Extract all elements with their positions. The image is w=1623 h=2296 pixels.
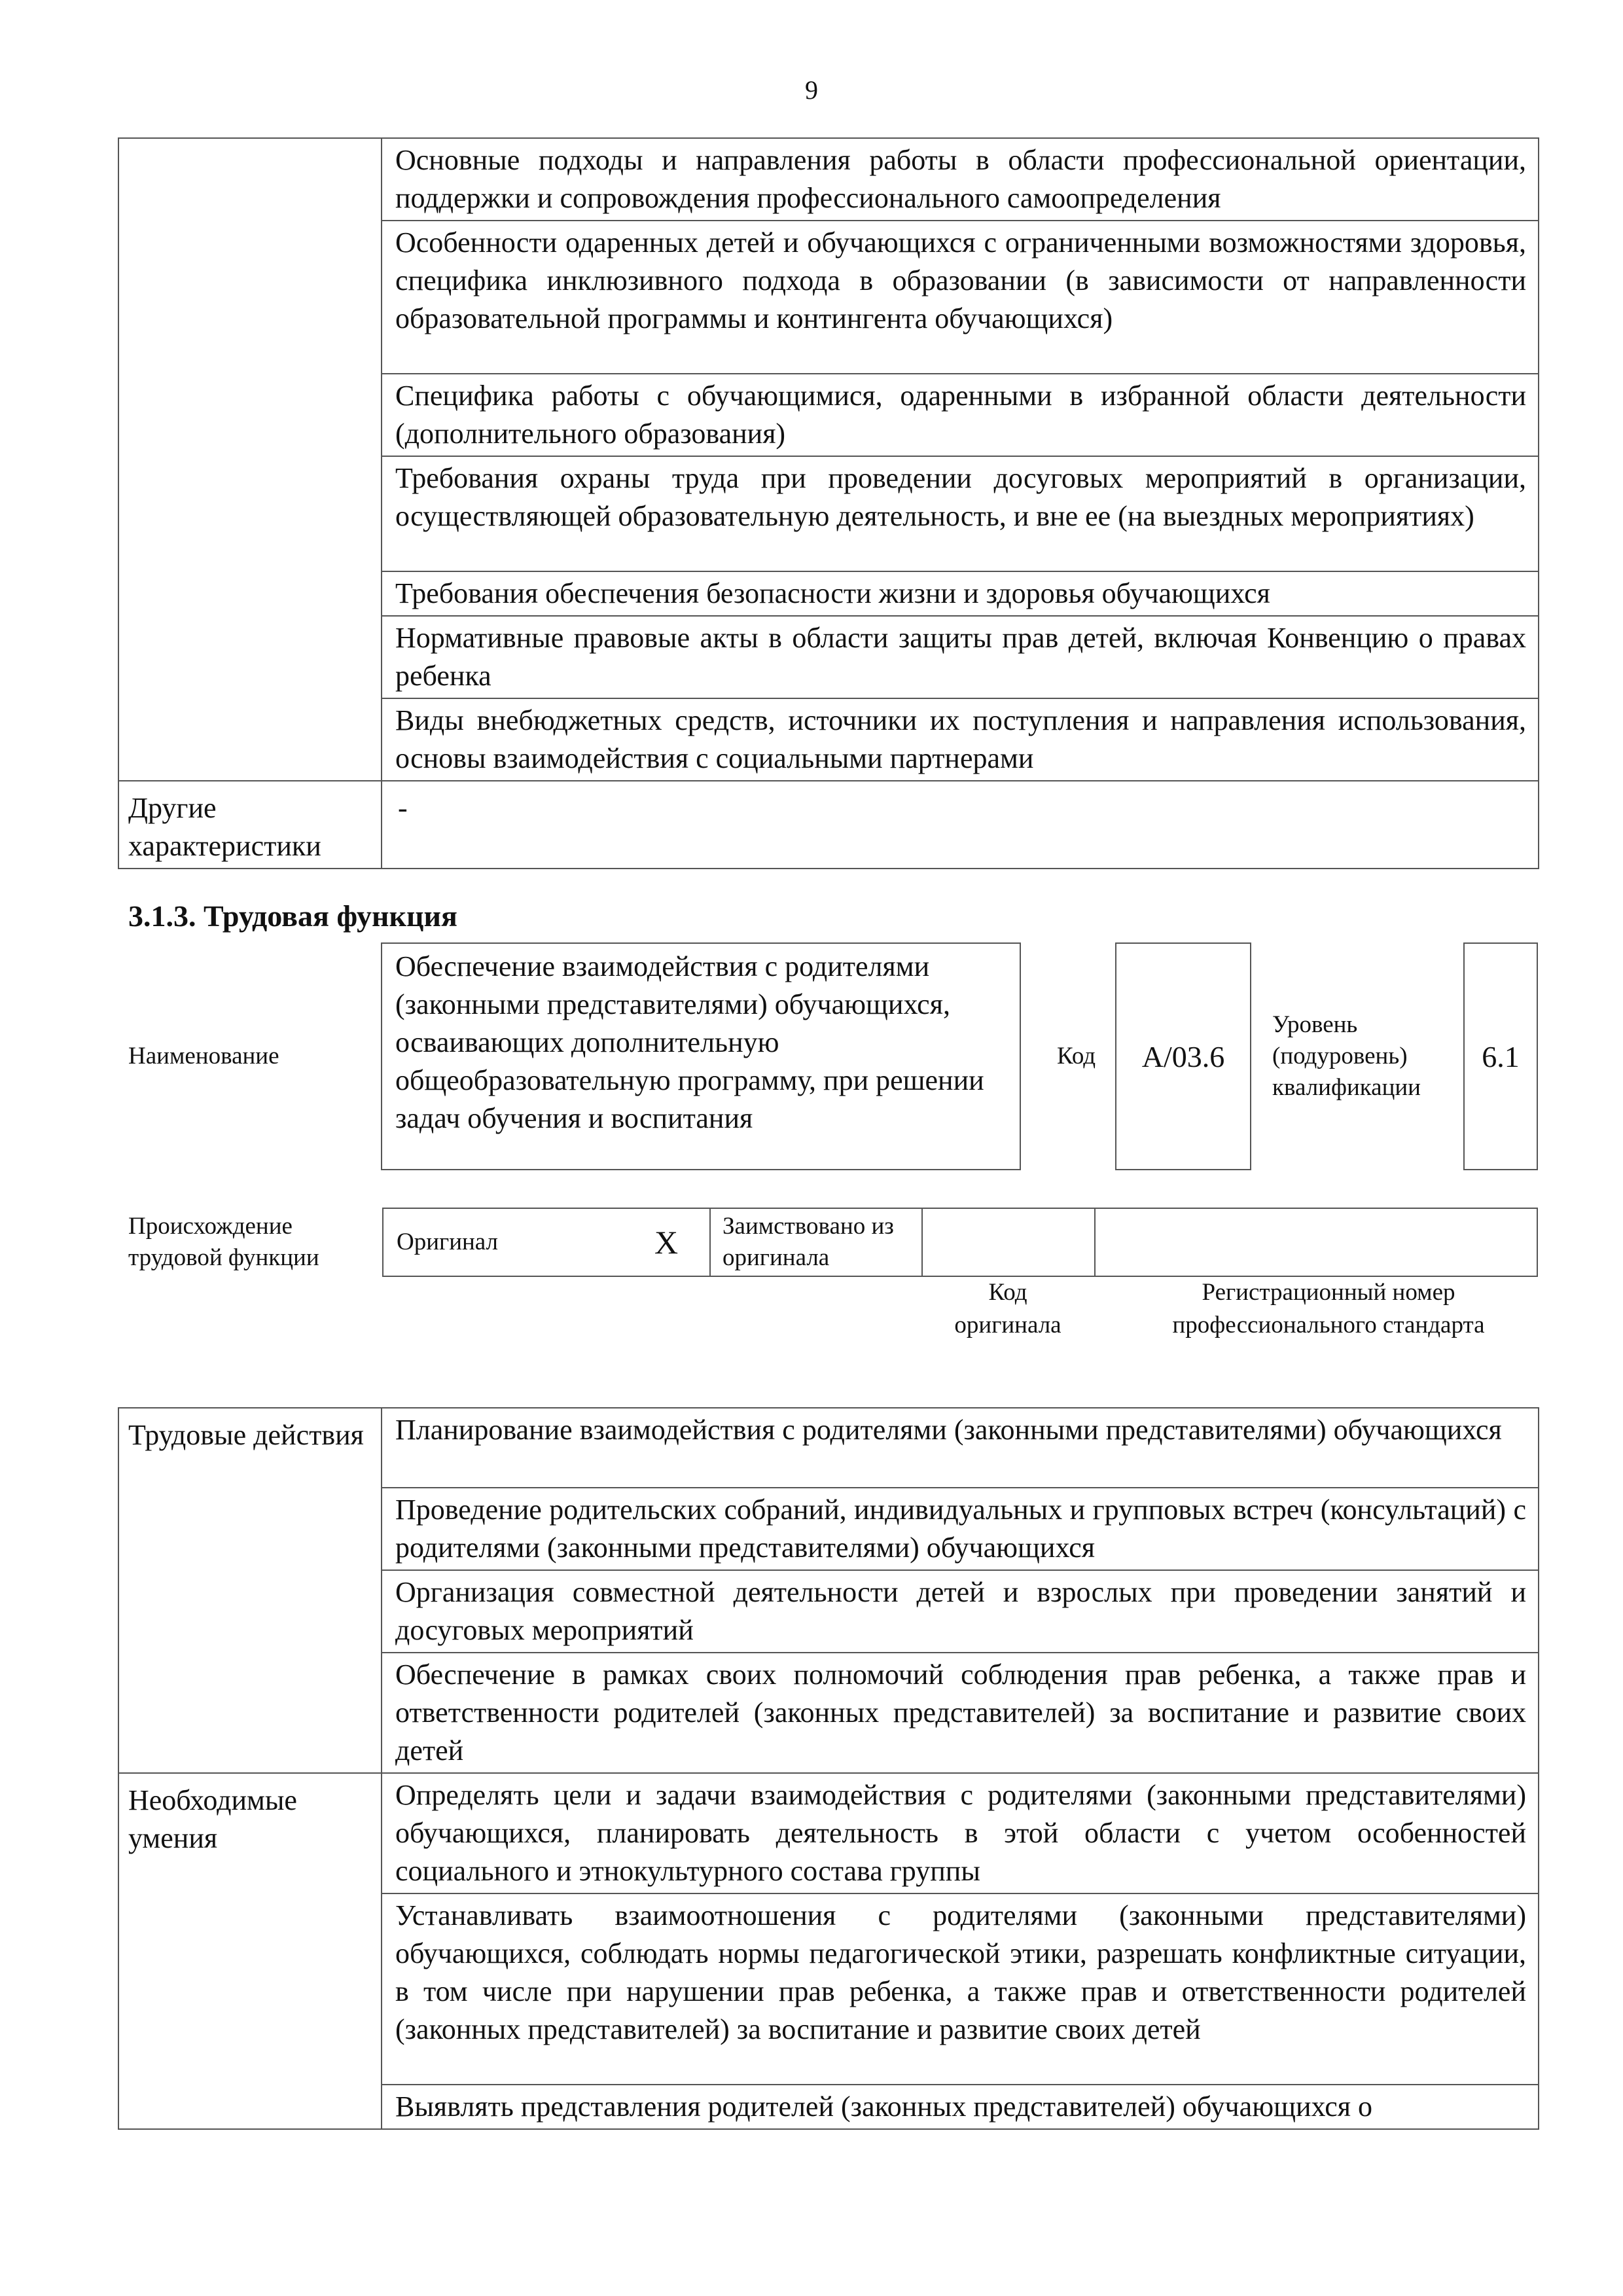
origin-divider-2 [921,1208,923,1277]
skill-item: Выявлять представления родителей (законных представителей) обучающихся о [382,2085,1539,2129]
section-heading: 3.1.3. Трудовая функция [128,899,457,933]
knowledge-item: Основные подходы и направления работы в области профессиональной ориентации, поддержки и сопровождения профессионального самоопределения [382,138,1539,221]
labor-functions-table [118,1407,1539,2130]
other-characteristics-value: - [382,781,1539,869]
other-characteristics-label: Другие характеристики [118,781,382,869]
code-original-caption: Код оригинала [954,1279,1061,1338]
knowledge-item: Особенности одаренных детей и обучающихся с ограниченными возможностями здоровья, специфика инклюзивного подхода в образовании (в зависимости от направленности образовательной программы и контингента обучающихся) [382,221,1539,374]
origin-row [382,1208,1538,1277]
page-number: 9 [805,75,818,105]
action-item: Проведение родительских собраний, индивидуальных и групповых встреч (консультаций) с родителями (законными представителями) обучающихся [382,1488,1539,1570]
knowledge-label-cell [118,138,382,781]
original-label: Оригинал [397,1229,499,1255]
knowledge-item: Виды внебюджетных средств, источники их поступления и направления использования, основы взаимодействия с социальными партнерами [382,698,1539,781]
knowledge-item: Нормативные правовые акты в области защиты прав детей, включая Конвенцию о правах ребенка [382,616,1539,698]
knowledge-table [118,137,1539,869]
knowledge-item: Требования охраны труда при проведении досуговых мероприятий в организации, осуществляющей образовательную деятельность, и вне ее (на выездных мероприятиях) [382,456,1539,571]
level-value-box: 6.1 [1463,942,1538,1170]
function-name-box: Обеспечение взаимодействия с родителями (законными представителями) обучающихся, осваивающих дополнительную общеобразовательную программу, при решении задач обучения и воспитания [381,942,1021,1170]
code-label: Код [1057,1043,1096,1069]
action-item: Обеспечение в рамках своих полномочий соблюдения прав ребенка, а также прав и ответственности родителей (законных представителей) за воспитание и развитие своих детей [382,1653,1539,1773]
knowledge-item: Специфика работы с обучающимися, одаренными в избранной области деятельности (дополнительного образования) [382,374,1539,456]
knowledge-item: Требования обеспечения безопасности жизни и здоровья обучающихся [382,571,1539,616]
name-label: Наименование [128,1043,279,1069]
skill-item: Определять цели и задачи взаимодействия с родителями (законными представителями) обучающихся, планировать деятельность в этой области с учетом особенностей социального и этнокультурного состава группы [382,1773,1539,1893]
skill-item: Устанавливать взаимоотношения с родителями (законными представителями) обучающихся, соблюдать нормы педагогической этики, разрешать конфликтные ситуации, в том числе при нарушении прав ребенка, а также прав и ответственности родителей (законных представителей) за воспитание и развитие своих детей [382,1893,1539,2085]
skills-label: Необходимые умения [118,1773,382,2129]
origin-label: Происхождение трудовой функции [128,1213,319,1271]
code-value-box: А/03.6 [1115,942,1251,1170]
borrowed-label: Заимствовано из оригинала [722,1213,894,1271]
action-item: Планирование взаимодействия с родителями (законными представителями) обучающихся [382,1408,1539,1488]
origin-divider-3 [1094,1208,1096,1277]
level-label: Уровень (подуровень) квалификации [1272,1011,1421,1101]
actions-label: Трудовые действия [118,1408,382,1773]
origin-divider-1 [709,1208,711,1277]
reg-number-caption: Регистрационный номер профессионального стандарта [1172,1279,1485,1338]
original-mark: X [654,1224,679,1261]
action-item: Организация совместной деятельности детей и взрослых при проведении занятий и досуговых мероприятий [382,1570,1539,1653]
